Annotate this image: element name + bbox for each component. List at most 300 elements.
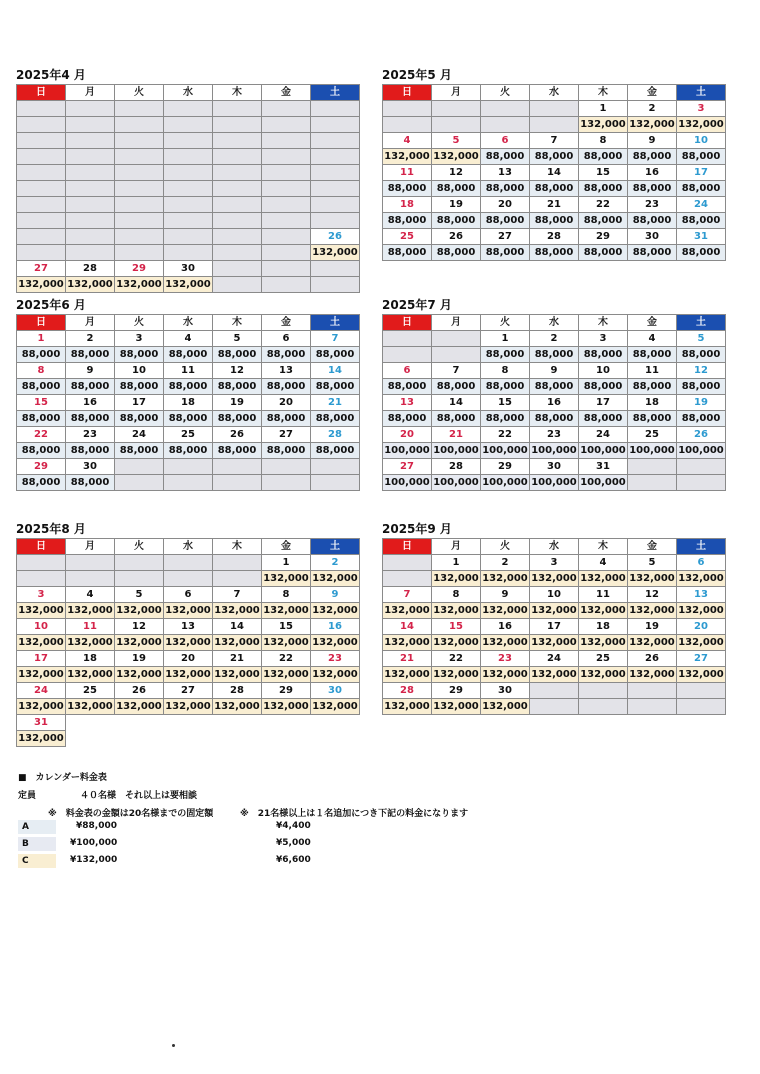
day-number: 21 (383, 651, 432, 667)
day-price: 88,000 (383, 379, 432, 395)
empty-cell (530, 117, 579, 133)
day-number: 30 (481, 683, 530, 699)
empty-cell (17, 181, 66, 197)
day-price: 132,000 (579, 117, 628, 133)
day-price: 88,000 (677, 379, 726, 395)
day-price: 88,000 (628, 213, 677, 229)
day-price: 88,000 (481, 411, 530, 427)
day-number: 28 (213, 683, 262, 699)
day-number: 1 (432, 555, 481, 571)
day-price: 88,000 (311, 443, 360, 459)
weekday-header: 火 (481, 85, 530, 101)
day-price: 88,000 (481, 181, 530, 197)
day-price: 88,000 (164, 443, 213, 459)
weekday-header: 金 (628, 315, 677, 331)
blank-area (164, 715, 213, 731)
empty-cell (311, 117, 360, 133)
empty-cell (17, 197, 66, 213)
day-number: 3 (115, 331, 164, 347)
day-price: 88,000 (628, 411, 677, 427)
empty-cell (17, 101, 66, 117)
day-number: 20 (481, 197, 530, 213)
empty-cell (115, 213, 164, 229)
day-price: 88,000 (628, 347, 677, 363)
weekday-header: 月 (432, 315, 481, 331)
day-price: 88,000 (383, 181, 432, 197)
day-price: 88,000 (17, 379, 66, 395)
day-price: 132,000 (17, 699, 66, 715)
empty-cell (66, 133, 115, 149)
empty-cell (66, 197, 115, 213)
day-price: 132,000 (311, 667, 360, 683)
day-price: 132,000 (481, 699, 530, 715)
day-number: 17 (530, 619, 579, 635)
day-price: 100,000 (677, 443, 726, 459)
blank-area (213, 731, 262, 747)
empty-cell (66, 165, 115, 181)
day-number: 21 (530, 197, 579, 213)
day-number: 14 (311, 363, 360, 379)
day-number: 19 (677, 395, 726, 411)
empty-cell (164, 101, 213, 117)
day-price: 88,000 (262, 379, 311, 395)
empty-cell (311, 165, 360, 181)
weekday-header: 水 (164, 85, 213, 101)
day-number: 5 (115, 587, 164, 603)
day-price: 100,000 (383, 475, 432, 491)
empty-cell (66, 213, 115, 229)
day-price: 132,000 (17, 603, 66, 619)
empty-cell (262, 229, 311, 245)
empty-cell (311, 197, 360, 213)
day-price: 88,000 (628, 181, 677, 197)
weekday-header: 日 (17, 85, 66, 101)
calendar-table (382, 84, 726, 261)
empty-cell (115, 229, 164, 245)
legend-tag: C (18, 854, 56, 868)
empty-cell (311, 213, 360, 229)
day-price: 88,000 (432, 379, 481, 395)
day-number: 23 (481, 651, 530, 667)
weekday-header: 土 (677, 315, 726, 331)
day-price: 132,000 (432, 571, 481, 587)
day-price: 132,000 (481, 635, 530, 651)
day-price: 132,000 (262, 699, 311, 715)
day-number: 20 (164, 651, 213, 667)
day-number: 28 (432, 459, 481, 475)
day-number: 11 (383, 165, 432, 181)
day-price: 88,000 (213, 379, 262, 395)
day-price: 132,000 (579, 667, 628, 683)
empty-cell (262, 277, 311, 293)
day-price: 100,000 (432, 475, 481, 491)
empty-cell (17, 245, 66, 261)
day-price: 88,000 (579, 181, 628, 197)
empty-cell (164, 197, 213, 213)
day-price: 132,000 (383, 699, 432, 715)
day-price: 88,000 (164, 347, 213, 363)
empty-cell (115, 459, 164, 475)
empty-cell (432, 101, 481, 117)
legend-tag: A (18, 820, 56, 834)
blank-area (164, 731, 213, 747)
day-number: 12 (677, 363, 726, 379)
weekday-header: 金 (628, 539, 677, 555)
day-price: 132,000 (311, 245, 360, 261)
empty-cell (311, 459, 360, 475)
day-number: 7 (432, 363, 481, 379)
capacity-label: 定員 (18, 791, 37, 801)
day-price: 88,000 (481, 245, 530, 261)
empty-cell (164, 459, 213, 475)
day-price: 132,000 (677, 117, 726, 133)
weekday-header: 日 (383, 539, 432, 555)
empty-cell (311, 101, 360, 117)
day-price: 132,000 (481, 571, 530, 587)
day-price: 132,000 (628, 571, 677, 587)
day-number: 24 (677, 197, 726, 213)
empty-cell (262, 261, 311, 277)
weekday-header: 火 (115, 315, 164, 331)
day-number: 30 (628, 229, 677, 245)
weekday-header: 水 (530, 315, 579, 331)
day-number: 12 (115, 619, 164, 635)
day-number: 30 (530, 459, 579, 475)
empty-cell (213, 213, 262, 229)
day-number: 22 (481, 427, 530, 443)
day-number: 28 (383, 683, 432, 699)
empty-cell (164, 571, 213, 587)
day-number: 17 (17, 651, 66, 667)
empty-cell (628, 459, 677, 475)
day-price: 88,000 (115, 379, 164, 395)
day-price: 88,000 (66, 443, 115, 459)
empty-cell (17, 213, 66, 229)
day-price: 132,000 (628, 667, 677, 683)
legend-extra-price: ¥4,400 (276, 821, 311, 831)
empty-cell (262, 197, 311, 213)
day-price: 132,000 (17, 731, 66, 747)
day-number: 5 (213, 331, 262, 347)
day-number: 3 (530, 555, 579, 571)
weekday-header: 日 (17, 315, 66, 331)
day-number: 6 (383, 363, 432, 379)
blank-area (66, 715, 115, 731)
day-number: 20 (383, 427, 432, 443)
day-price: 132,000 (66, 635, 115, 651)
day-number: 24 (17, 683, 66, 699)
day-price: 132,000 (530, 603, 579, 619)
day-price: 132,000 (311, 699, 360, 715)
day-number: 22 (17, 427, 66, 443)
day-price: 132,000 (164, 635, 213, 651)
day-number: 5 (628, 555, 677, 571)
day-number: 26 (213, 427, 262, 443)
day-price: 132,000 (164, 277, 213, 293)
day-price: 132,000 (115, 603, 164, 619)
day-price: 132,000 (383, 667, 432, 683)
day-number: 17 (677, 165, 726, 181)
empty-cell (481, 117, 530, 133)
day-number: 13 (164, 619, 213, 635)
day-number: 1 (579, 101, 628, 117)
day-number: 6 (481, 133, 530, 149)
day-price: 132,000 (164, 699, 213, 715)
day-number: 12 (432, 165, 481, 181)
day-number: 14 (213, 619, 262, 635)
day-number: 30 (311, 683, 360, 699)
month-title: 2025年7 月 (382, 298, 452, 312)
empty-cell (213, 229, 262, 245)
empty-cell (383, 555, 432, 571)
day-number: 26 (311, 229, 360, 245)
empty-cell (66, 117, 115, 133)
empty-cell (579, 699, 628, 715)
day-price: 132,000 (115, 667, 164, 683)
day-price: 88,000 (432, 181, 481, 197)
day-price: 132,000 (17, 667, 66, 683)
day-number: 19 (628, 619, 677, 635)
weekday-header: 金 (262, 315, 311, 331)
empty-cell (579, 683, 628, 699)
day-price: 88,000 (66, 379, 115, 395)
empty-cell (115, 555, 164, 571)
day-price: 100,000 (383, 443, 432, 459)
weekday-header: 木 (579, 315, 628, 331)
day-price: 132,000 (432, 603, 481, 619)
day-price: 88,000 (262, 411, 311, 427)
day-price: 88,000 (115, 347, 164, 363)
day-number: 8 (481, 363, 530, 379)
empty-cell (677, 475, 726, 491)
day-number: 19 (115, 651, 164, 667)
weekday-header: 火 (481, 315, 530, 331)
weekday-header: 水 (530, 85, 579, 101)
day-price: 88,000 (66, 411, 115, 427)
day-price: 132,000 (311, 635, 360, 651)
empty-cell (164, 229, 213, 245)
empty-cell (213, 571, 262, 587)
day-number: 5 (677, 331, 726, 347)
day-number: 8 (579, 133, 628, 149)
month-calendar (16, 68, 360, 293)
calendar-table (382, 314, 726, 491)
day-price: 132,000 (432, 699, 481, 715)
day-number: 6 (262, 331, 311, 347)
day-number: 11 (628, 363, 677, 379)
day-number: 21 (432, 427, 481, 443)
day-number: 18 (66, 651, 115, 667)
empty-cell (628, 683, 677, 699)
empty-cell (311, 261, 360, 277)
empty-cell (66, 101, 115, 117)
day-number: 28 (311, 427, 360, 443)
day-number: 17 (115, 395, 164, 411)
day-number: 24 (115, 427, 164, 443)
empty-cell (262, 117, 311, 133)
day-price: 88,000 (628, 245, 677, 261)
day-price: 132,000 (213, 603, 262, 619)
day-price: 88,000 (432, 411, 481, 427)
empty-cell (262, 165, 311, 181)
day-price: 100,000 (432, 443, 481, 459)
month-calendar (16, 522, 360, 747)
blank-area (115, 715, 164, 731)
day-price: 132,000 (628, 635, 677, 651)
legend-row-c (18, 854, 56, 868)
weekday-header: 月 (66, 539, 115, 555)
day-number: 10 (677, 133, 726, 149)
day-number: 29 (481, 459, 530, 475)
empty-cell (383, 347, 432, 363)
empty-cell (164, 245, 213, 261)
day-number: 7 (530, 133, 579, 149)
day-price: 132,000 (164, 667, 213, 683)
blank-area (311, 715, 360, 731)
day-price: 88,000 (530, 347, 579, 363)
month-title: 2025年5 月 (382, 68, 452, 82)
weekday-header: 金 (628, 85, 677, 101)
day-number: 25 (383, 229, 432, 245)
day-price: 88,000 (677, 149, 726, 165)
day-number: 4 (579, 555, 628, 571)
day-price: 132,000 (213, 635, 262, 651)
blank-area (311, 731, 360, 747)
day-number: 27 (262, 427, 311, 443)
day-number: 14 (530, 165, 579, 181)
weekday-header: 土 (677, 85, 726, 101)
day-number: 4 (66, 587, 115, 603)
day-number: 4 (164, 331, 213, 347)
empty-cell (66, 571, 115, 587)
day-number: 2 (66, 331, 115, 347)
day-price: 132,000 (213, 667, 262, 683)
day-price: 132,000 (66, 667, 115, 683)
day-price: 88,000 (579, 149, 628, 165)
day-price: 100,000 (481, 475, 530, 491)
day-price: 88,000 (677, 245, 726, 261)
day-price: 88,000 (213, 347, 262, 363)
empty-cell (17, 149, 66, 165)
empty-cell (213, 149, 262, 165)
day-price: 132,000 (432, 149, 481, 165)
day-price: 88,000 (17, 475, 66, 491)
day-price: 88,000 (115, 411, 164, 427)
day-price: 88,000 (383, 245, 432, 261)
day-number: 15 (262, 619, 311, 635)
day-price: 132,000 (383, 603, 432, 619)
empty-cell (213, 101, 262, 117)
day-price: 88,000 (213, 411, 262, 427)
empty-cell (66, 555, 115, 571)
day-number: 20 (677, 619, 726, 635)
day-price: 132,000 (677, 571, 726, 587)
empty-cell (262, 149, 311, 165)
blank-area (115, 731, 164, 747)
day-price: 88,000 (530, 411, 579, 427)
legend-extra-price: ¥6,600 (276, 855, 311, 865)
empty-cell (530, 699, 579, 715)
day-number: 1 (262, 555, 311, 571)
day-price: 88,000 (383, 411, 432, 427)
day-price: 132,000 (17, 277, 66, 293)
empty-cell (311, 133, 360, 149)
empty-cell (115, 101, 164, 117)
day-number: 16 (311, 619, 360, 635)
day-price: 132,000 (579, 571, 628, 587)
weekday-header: 日 (383, 85, 432, 101)
day-number: 24 (530, 651, 579, 667)
day-number: 26 (432, 229, 481, 245)
day-price: 88,000 (311, 379, 360, 395)
day-number: 15 (17, 395, 66, 411)
empty-cell (262, 133, 311, 149)
day-number: 3 (17, 587, 66, 603)
day-number: 9 (628, 133, 677, 149)
empty-cell (383, 101, 432, 117)
day-number: 7 (213, 587, 262, 603)
day-number: 9 (481, 587, 530, 603)
day-price: 100,000 (481, 443, 530, 459)
empty-cell (628, 699, 677, 715)
day-price: 88,000 (530, 149, 579, 165)
day-price: 88,000 (579, 379, 628, 395)
empty-cell (262, 475, 311, 491)
day-number: 27 (481, 229, 530, 245)
day-number: 8 (432, 587, 481, 603)
weekday-header: 月 (432, 85, 481, 101)
day-price: 132,000 (481, 667, 530, 683)
empty-cell (383, 331, 432, 347)
day-price: 88,000 (17, 411, 66, 427)
day-number: 22 (432, 651, 481, 667)
legend-heading: ■ カレンダー料金表 (18, 773, 107, 783)
empty-cell (311, 277, 360, 293)
weekday-header: 月 (66, 315, 115, 331)
day-number: 12 (213, 363, 262, 379)
day-number: 23 (311, 651, 360, 667)
day-price: 132,000 (262, 603, 311, 619)
empty-cell (383, 571, 432, 587)
day-number: 23 (66, 427, 115, 443)
weekday-header: 水 (530, 539, 579, 555)
empty-cell (66, 149, 115, 165)
day-price: 132,000 (66, 603, 115, 619)
day-number: 29 (432, 683, 481, 699)
legend-tag: B (18, 837, 56, 851)
day-number: 9 (311, 587, 360, 603)
day-price: 88,000 (677, 181, 726, 197)
weekday-header: 金 (262, 85, 311, 101)
day-number: 29 (579, 229, 628, 245)
legend-base-price: ¥132,000 (70, 855, 118, 865)
day-number: 29 (115, 261, 164, 277)
weekday-header: 木 (213, 539, 262, 555)
day-price: 100,000 (579, 443, 628, 459)
day-number: 3 (677, 101, 726, 117)
weekday-header: 火 (481, 539, 530, 555)
empty-cell (164, 133, 213, 149)
legend-row-b (18, 837, 56, 851)
weekday-header: 木 (579, 85, 628, 101)
day-number: 21 (311, 395, 360, 411)
empty-cell (262, 245, 311, 261)
empty-cell (383, 117, 432, 133)
day-number: 26 (628, 651, 677, 667)
weekday-header: 土 (677, 539, 726, 555)
day-number: 31 (677, 229, 726, 245)
day-price: 88,000 (66, 475, 115, 491)
